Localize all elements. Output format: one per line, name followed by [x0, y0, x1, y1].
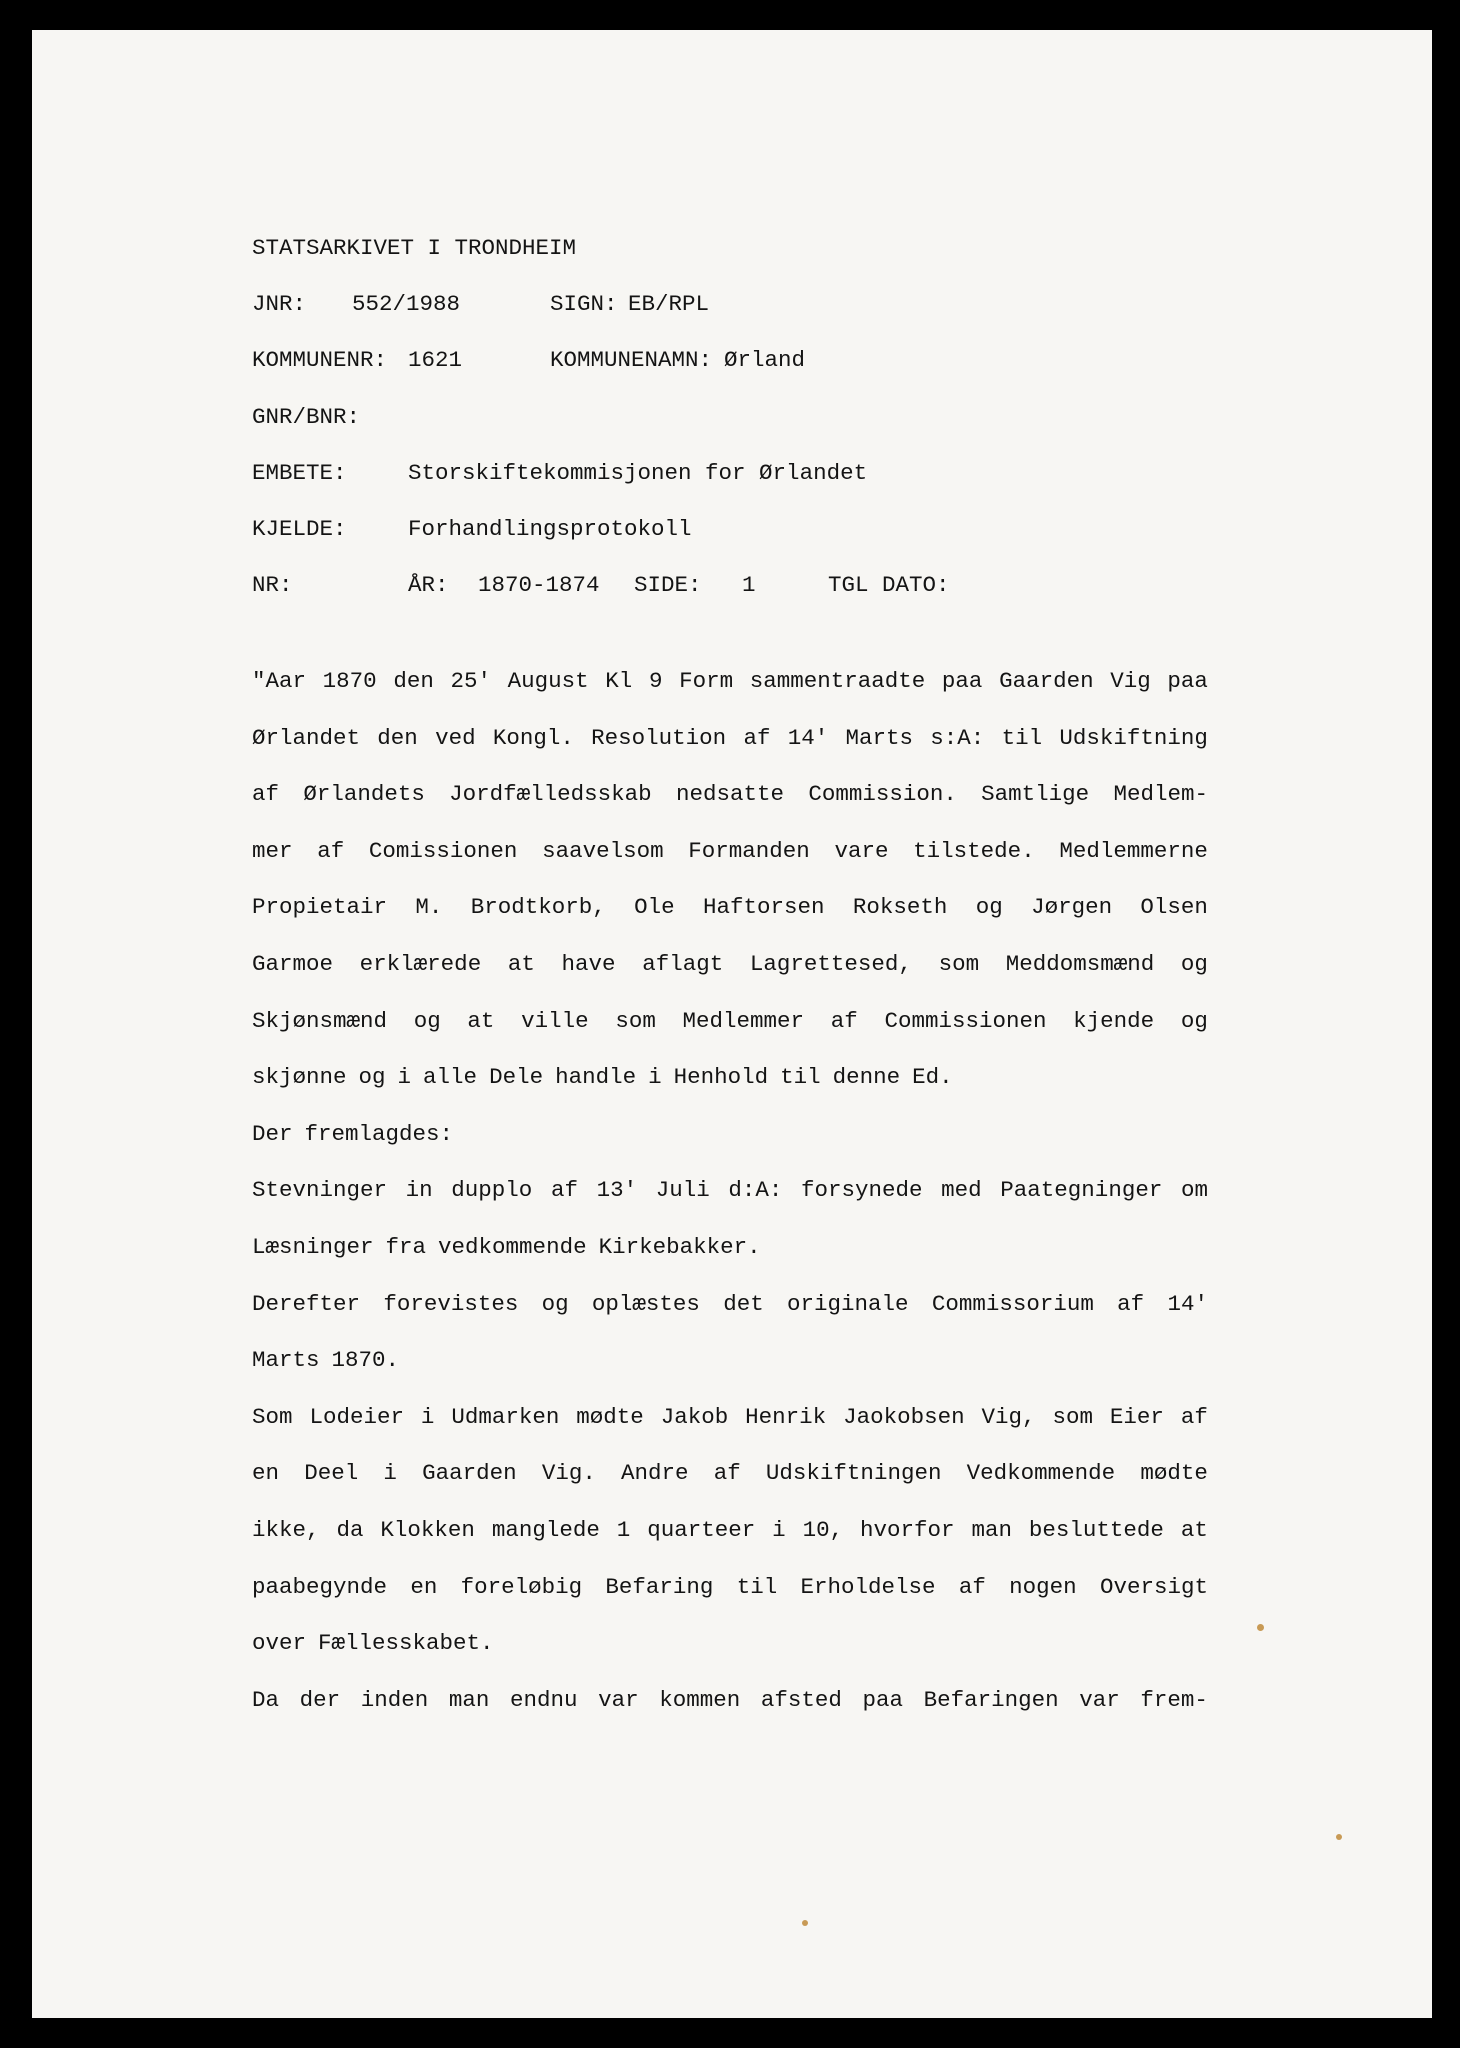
aar-value: 1870-1874: [478, 572, 600, 598]
kommunenr-value: 1621: [408, 347, 463, 373]
word: Juli: [655, 1177, 710, 1203]
word: Kl: [605, 668, 633, 694]
word: og: [1180, 1008, 1208, 1034]
text-line: [252, 896, 1208, 919]
kjelde-value: Forhandlingsprotokoll: [408, 516, 692, 542]
word: i: [420, 1404, 435, 1430]
text-line: [252, 1462, 1208, 1485]
text-line: [252, 1123, 1208, 1146]
sign-label: SIGN:: [550, 291, 618, 317]
word: Haftorsen: [702, 894, 825, 920]
paper-speck: [1257, 1624, 1264, 1631]
word: Propietair: [252, 894, 388, 920]
word: fra: [385, 1234, 427, 1260]
word: Commissionen: [884, 1008, 1047, 1034]
word: af: [317, 838, 345, 864]
text-line: [252, 783, 1208, 806]
word: Vig,: [981, 1404, 1036, 1430]
jnr-label: JNR:: [252, 291, 307, 317]
word: Klokken: [380, 1517, 475, 1543]
word: Vig.: [541, 1460, 596, 1486]
embete-label: EMBETE:: [252, 460, 347, 486]
text-line: [252, 1066, 1208, 1089]
word: 1870: [322, 668, 377, 694]
word: kommen: [659, 1687, 741, 1713]
word: i: [772, 1517, 786, 1543]
word: paa: [941, 668, 983, 694]
word: Jørgen: [1031, 894, 1113, 920]
word: en: [410, 1574, 438, 1600]
word: Ed.: [912, 1064, 953, 1090]
text-line: [252, 1236, 1208, 1259]
word: inden: [360, 1687, 429, 1713]
word: ikke,: [252, 1517, 320, 1543]
word: af: [1117, 1291, 1145, 1317]
kommunenamn-value: Ørland: [724, 347, 806, 373]
word: 10,: [802, 1517, 844, 1543]
word: Der: [252, 1121, 293, 1147]
word: med: [941, 1177, 982, 1203]
word: Commissorium: [931, 1291, 1094, 1317]
word: nedsatte: [675, 781, 785, 807]
word: 13': [596, 1177, 638, 1203]
word: "Aar: [252, 668, 307, 694]
word: som: [615, 1008, 656, 1034]
word: og: [541, 1291, 569, 1317]
text-line: [252, 1349, 1208, 1372]
word: Dele: [489, 1064, 544, 1090]
archive-name: STATSARKIVET I TRONDHEIM: [252, 235, 577, 261]
kjelde-label: KJELDE:: [252, 516, 347, 542]
word: Udmarken: [451, 1404, 560, 1430]
kommunenamn-label: KOMMUNENAMN:: [550, 347, 713, 373]
text-line: [252, 1632, 1208, 1655]
word: alle: [423, 1064, 478, 1090]
word: 14': [1167, 1291, 1208, 1317]
nr-label: NR:: [252, 572, 293, 598]
word: Lodeier: [309, 1404, 404, 1430]
word: Kirkebakker.: [598, 1234, 761, 1260]
word: paa: [1167, 668, 1208, 694]
word: hvorfor: [860, 1517, 955, 1543]
word: endnu: [510, 1687, 578, 1713]
word: Ørlandets: [303, 781, 425, 807]
word: paa: [862, 1687, 904, 1713]
text-line: [252, 1010, 1208, 1033]
text-line: [252, 727, 1208, 750]
word: quarteer: [647, 1517, 756, 1543]
word: Befaring: [605, 1574, 714, 1600]
word: Andre: [621, 1460, 689, 1486]
word: besluttede: [1028, 1517, 1164, 1543]
word: Vig: [1110, 668, 1151, 694]
text-line: [252, 1519, 1208, 1542]
word: Medlemmerne: [1059, 838, 1208, 864]
word: skjønne: [252, 1064, 347, 1090]
word: Meddomsmænd: [1005, 951, 1155, 977]
word: ved: [435, 725, 476, 751]
word: at: [507, 951, 535, 977]
word: man: [971, 1517, 1012, 1543]
word: som: [938, 951, 980, 977]
sign-value: EB/RPL: [628, 291, 710, 317]
word: af: [252, 781, 280, 807]
word: om: [1180, 1177, 1208, 1203]
word: 9: [648, 668, 663, 694]
word: i: [648, 1064, 662, 1090]
text-line: [252, 1406, 1208, 1429]
aar-label: ÅR:: [408, 572, 449, 598]
word: Deel: [304, 1460, 359, 1486]
word: man: [448, 1687, 490, 1713]
word: da: [336, 1517, 364, 1543]
word: mødte: [1140, 1460, 1208, 1486]
word: Samtlige: [981, 781, 1090, 807]
gnr-bnr-label: GNR/BNR:: [252, 404, 361, 430]
word: afsted: [760, 1687, 842, 1713]
text-line: [252, 840, 1208, 863]
text-line: [252, 1576, 1208, 1599]
word: Jaokobsen: [843, 1404, 965, 1430]
word: kjende: [1073, 1008, 1155, 1034]
word: erklærede: [359, 951, 482, 977]
word: fremlagdes:: [304, 1121, 454, 1147]
word: Marts: [252, 1347, 320, 1373]
word: oplæstes: [591, 1291, 700, 1317]
word: i: [383, 1460, 397, 1486]
word: Kongl.: [492, 725, 574, 751]
word: Gaarden: [422, 1460, 517, 1486]
word: og: [975, 894, 1003, 920]
side-label: SIDE:: [634, 572, 702, 598]
word: Erholdelse: [800, 1574, 936, 1600]
word: Ørlandet: [252, 725, 361, 751]
word: paabegynde: [252, 1574, 388, 1600]
word: 25': [450, 668, 491, 694]
word: til: [736, 1574, 778, 1600]
word: Resolution: [591, 725, 727, 751]
text-line: [252, 670, 1208, 693]
word: foreløbig: [460, 1574, 583, 1600]
word: Jakob: [660, 1404, 729, 1430]
word: have: [561, 951, 616, 977]
word: Medlemmer: [682, 1008, 805, 1034]
word: Formanden: [688, 838, 810, 864]
word: af: [550, 1177, 578, 1203]
word: at: [1180, 1517, 1208, 1543]
word: Fællesskabet.: [318, 1630, 494, 1656]
word: dupplo: [451, 1177, 533, 1203]
word: Garmoe: [252, 951, 334, 977]
word: Derefter: [252, 1291, 361, 1317]
word: Henhold: [673, 1064, 769, 1090]
word: Skjønsmænd: [252, 1008, 388, 1034]
word: Stevninger: [252, 1177, 388, 1203]
word: Rokseth: [852, 894, 948, 920]
word: Marts: [845, 725, 914, 751]
word: Ole: [634, 894, 675, 920]
word: til: [1001, 725, 1043, 751]
word: Jordfælledsskab: [449, 781, 652, 807]
word: d:A:: [728, 1177, 783, 1203]
word: Udskiftning: [1059, 725, 1208, 751]
word: den: [377, 725, 418, 751]
word: Comissionen: [368, 838, 518, 864]
word: ville: [521, 1008, 589, 1034]
tgl-dato-label: TGL DATO:: [828, 572, 950, 598]
word: Befaringen: [923, 1687, 1059, 1713]
word: Medlem-: [1113, 781, 1208, 807]
word: mer: [252, 838, 293, 864]
word: Som: [252, 1404, 293, 1430]
word: og: [1180, 951, 1208, 977]
word: 1: [616, 1517, 631, 1543]
word: i: [397, 1064, 412, 1090]
word: af: [743, 725, 771, 751]
word: originale: [787, 1291, 909, 1317]
word: Læsninger: [252, 1234, 374, 1260]
paper-speck: [1336, 1834, 1342, 1840]
word: mødte: [576, 1404, 644, 1430]
word: forsynede: [801, 1177, 923, 1203]
word: Paategninger: [1000, 1177, 1163, 1203]
word: 14': [787, 725, 829, 751]
paper-speck: [802, 1920, 808, 1926]
word: handle: [555, 1064, 637, 1090]
word: sammentraadte: [749, 668, 926, 694]
word: M.: [415, 894, 443, 920]
word: var: [1079, 1687, 1120, 1713]
word: og: [413, 1008, 441, 1034]
word: Form: [679, 668, 734, 694]
word: Gaarden: [999, 668, 1094, 694]
word: som: [1052, 1404, 1093, 1430]
word: August: [507, 668, 589, 694]
text-line: [252, 1689, 1208, 1712]
word: Vedkommende: [966, 1460, 1116, 1486]
word: Eier: [1109, 1404, 1164, 1430]
word: Lagrettesed,: [749, 951, 912, 977]
side-value: 1: [742, 572, 756, 598]
word: Henrik: [745, 1404, 827, 1430]
word: vedkommende: [438, 1234, 587, 1260]
word: af: [958, 1574, 986, 1600]
word: denne: [832, 1064, 901, 1090]
word: Oversigt: [1099, 1574, 1208, 1600]
word: over: [252, 1630, 307, 1656]
word: Commission.: [808, 781, 957, 807]
word: nogen: [1009, 1574, 1077, 1600]
word: og: [358, 1064, 386, 1090]
word: s:A:: [930, 725, 985, 751]
word: var: [598, 1687, 639, 1713]
word: der: [299, 1687, 341, 1713]
word: Da: [252, 1687, 280, 1713]
word: af: [830, 1008, 858, 1034]
word: manglede: [491, 1517, 600, 1543]
word: aflagt: [642, 951, 724, 977]
word: tilstede.: [913, 838, 1035, 864]
word: 1870.: [331, 1347, 400, 1373]
word: forevistes: [383, 1291, 519, 1317]
word: in: [405, 1177, 433, 1203]
word: af: [713, 1460, 741, 1486]
word: Brodtkorb,: [470, 894, 606, 920]
document-page: [32, 30, 1432, 2018]
text-line: [252, 1293, 1208, 1316]
word: frem-: [1140, 1687, 1208, 1713]
word: af: [1180, 1404, 1208, 1430]
kommunenr-label: KOMMUNENR:: [252, 347, 388, 373]
word: den: [393, 668, 434, 694]
text-line: [252, 953, 1208, 976]
word: at: [467, 1008, 495, 1034]
jnr-value: 552/1988: [352, 291, 461, 317]
word: saavelsom: [542, 838, 664, 864]
word: Olsen: [1140, 894, 1208, 920]
word: det: [723, 1291, 764, 1317]
embete-value: Storskiftekommisjonen for Ørlandet: [408, 460, 868, 486]
word: til: [780, 1064, 821, 1090]
word: en: [252, 1460, 280, 1486]
word: Udskiftningen: [765, 1460, 942, 1486]
text-line: [252, 1179, 1208, 1202]
word: vare: [834, 838, 889, 864]
